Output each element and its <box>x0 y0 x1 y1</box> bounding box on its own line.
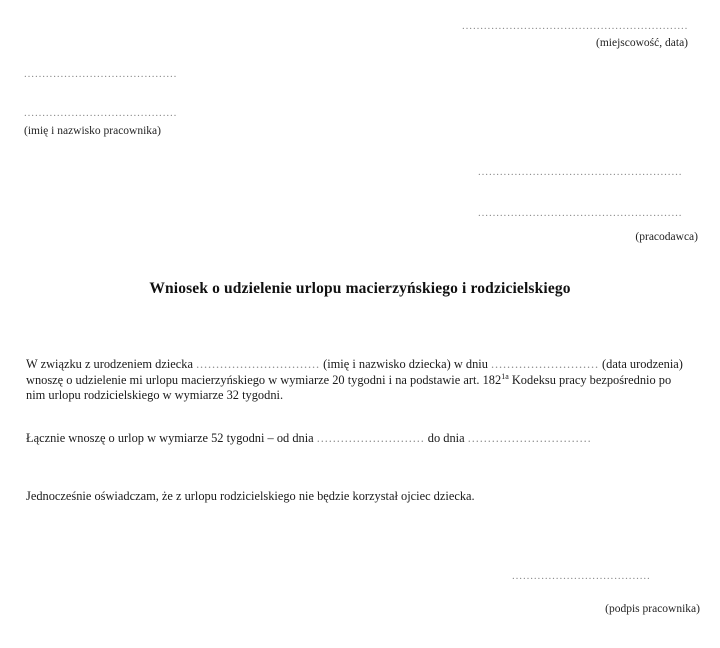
document-title: Wniosek o udzielenie urlopu macierzyńskiego i rodzicielskiego <box>149 280 571 297</box>
para1-segment-2: (imię i nazwisko dziecka) w dniu <box>320 357 492 371</box>
employee-rule-1: .......................................... <box>24 70 178 79</box>
employer-block <box>478 168 702 243</box>
paragraph-total-leave <box>26 431 690 447</box>
para1-segment-1: W związku z urodzeniem dziecka <box>26 357 197 371</box>
para2-segment-1: Łącznie wnoszę o urlop w wymiarze 52 tygodni – od dnia <box>26 431 317 445</box>
para2-dots-2: ............................... <box>467 431 592 445</box>
signature-block <box>512 572 702 615</box>
para1-segment-3: (data urodzenia) wnoszę o udzielenie mi urlopu macierzyńskiego w wymiarze 20 tygodni i na podstawie art. 182 <box>26 357 683 387</box>
place-date-caption: (miejscowość, data) <box>596 37 688 49</box>
employee-rule-2: .......................................... <box>24 109 178 118</box>
employer-rule-2: ........................................................ <box>478 209 683 218</box>
employee-block <box>24 70 224 137</box>
para2-dots-1: ........................... <box>316 431 425 445</box>
para1-dots-1: ............................... <box>196 357 320 371</box>
employee-caption: (imię i nazwisko pracownika) <box>24 125 161 137</box>
place-date-rule: .............................................................. <box>462 22 689 31</box>
employer-rule-1: ........................................................ <box>478 168 683 177</box>
para1-superscript: 1a <box>501 371 509 381</box>
para3-text: Jednocześnie oświadczam, że z urlopu rodzicielskiego nie będzie korzystał ojciec dziecka. <box>26 489 475 503</box>
signature-rule: ...................................... <box>512 572 651 581</box>
signature-caption: (podpis pracownika) <box>605 603 700 615</box>
para1-dots-2: ........................... <box>491 357 599 371</box>
place-date-block <box>462 22 702 49</box>
paragraph-declaration <box>26 489 690 505</box>
para2-segment-2: do dnia <box>424 431 468 445</box>
paragraph-birth-details <box>26 357 690 404</box>
employer-caption: (pracodawca) <box>635 231 698 243</box>
para1-segment-4: Kodeksu pracy bezpośrednio po nim urlopu rodzicielskiego w wymiarze 32 tygodni. <box>26 372 672 403</box>
